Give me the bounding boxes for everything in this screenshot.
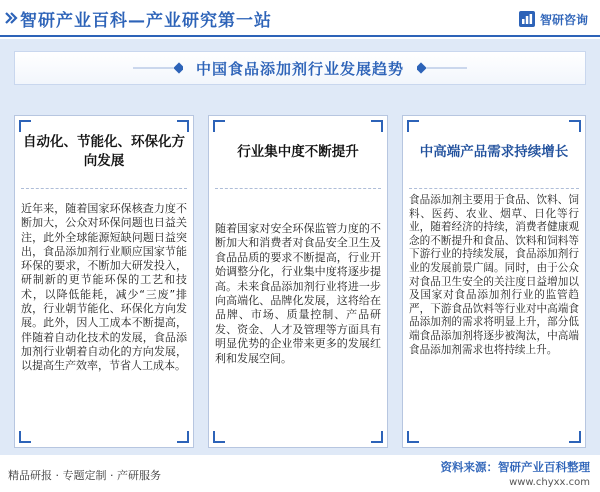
logo-text: 智研咨询	[539, 12, 588, 27]
card-divider	[409, 188, 579, 189]
website-link[interactable]: www.chyxx.com	[509, 477, 590, 488]
card-heading: 行业集中度不断提升	[237, 143, 359, 160]
page-footer	[0, 455, 600, 492]
site-title: 智研产业百科—产业研究第一站	[20, 11, 272, 31]
banner-decoration-left	[133, 62, 183, 74]
card-corner	[177, 431, 189, 443]
trend-card-high-end-demand	[402, 115, 586, 448]
source-note: 资料来源：智研产业百科整理	[440, 460, 590, 474]
card-body: 近年来，随着国家环保核查力度不断加大，公众对环保问题也日益关注，此外全球能源短缺问题日益突出，食品添加剂行业顺应国家节能环保的要求，不断加大研发投入，研制新的更节能环保的工艺和技术，以降低能耗，减少“三废”排放，行业朝节能化、环保化方向发展。此外，因人工成本不断提高，伴随着自动化技术的发展，食品添加剂行业朝着自动化的方向发展，以提高生产效率，节省人工成本。	[21, 202, 187, 373]
banner-decoration-right	[417, 62, 467, 74]
card-body: 食品添加剂主要用于食品、饮料、饲料、医药、农业、烟草、日化等行业，随着经济的持续，消费者健康观念的不断提升和食品、饮料和饲料等下游行业的持续发展，食品添加剂行业的发展前景广阔。同时，由于公众对食品卫生安全的关注度日益增加以及国家对食品添加剂行业的监管趋严，下游食品饮料等行业对中高端食品添加剂的需求将明显上升，部分低端食品添加剂将逐步被淘汰，中高端食品添加剂需求也将持续上升。	[409, 194, 579, 356]
card-corner	[213, 431, 225, 443]
brand-logo[interactable]	[518, 9, 588, 29]
card-heading: 中高端产品需求持续增长	[419, 143, 569, 160]
card-corner	[407, 431, 419, 443]
card-corner	[569, 431, 581, 443]
trend-card-automation	[14, 115, 194, 448]
card-divider	[21, 188, 187, 189]
main-content	[0, 39, 600, 455]
logo-icon	[518, 10, 536, 28]
footer-source-block	[441, 459, 591, 488]
card-corner	[371, 431, 383, 443]
card-corner	[19, 431, 31, 443]
page-header	[0, 0, 600, 37]
card-heading: 自动化、节能化、环保化方向发展	[23, 134, 185, 169]
banner-title: 中国食品添加剂行业发展趋势	[195, 59, 404, 78]
topic-banner	[14, 51, 586, 85]
chevron-right-icon	[4, 11, 18, 25]
card-body: 随着国家对安全环保监管力度的不断加大和消费者对食品安全卫生及食品品质的要求不断提高，行业开始调整分化，行业集中度将逐步提高。未来食品添加剂行业将进一步向高端化、品牌化发展，这将给在品牌、市场、质量控制、产品研发、资金、人才及管理等方面具有明显优势的企业带来更多的发展红利和发展空间。	[215, 222, 381, 365]
trend-card-concentration	[208, 115, 388, 448]
footer-services: 精品研报 · 专题定制 · 产研服务	[8, 469, 161, 482]
card-divider	[215, 188, 381, 189]
